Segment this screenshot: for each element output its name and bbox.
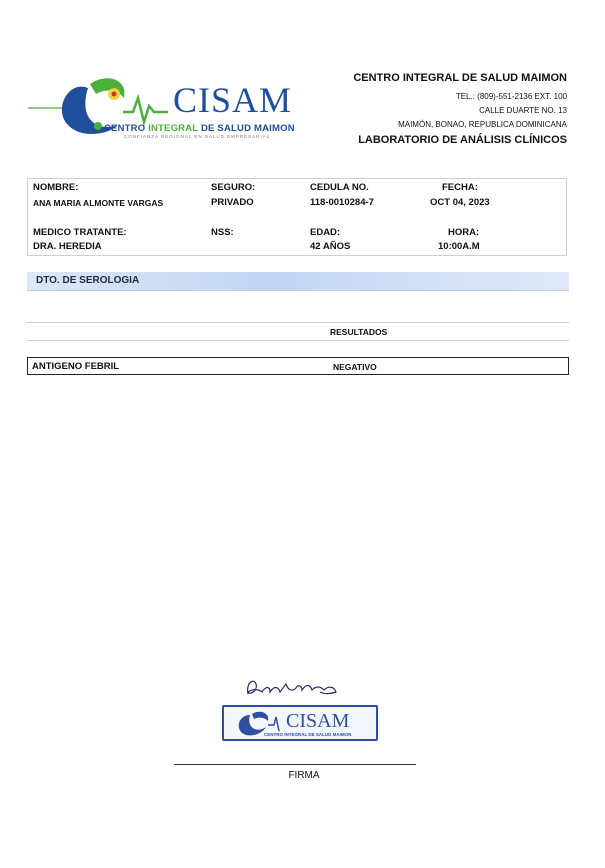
seguro-label: SEGURO:	[211, 182, 256, 193]
stamp-subtitle: CENTRO INTEGRAL DE SALUD MAIMON	[264, 732, 352, 737]
center-name: CENTRO INTEGRAL DE SALUD MAIMON	[353, 72, 567, 84]
logo-subtitle: CENTRO INTEGRAL DE SALUD MAIMON	[104, 123, 295, 134]
cisam-logo	[28, 70, 303, 150]
edad-label: EDAD:	[310, 227, 341, 238]
cedula-label: CEDULA NO.	[310, 182, 369, 193]
cisam-stamp	[222, 705, 378, 741]
patient-info-box	[27, 178, 567, 256]
center-location: MAIMÓN, BONAO, REPUBLICA DOMINICANA	[398, 120, 567, 129]
cedula-value: 118-0010284-7	[310, 197, 374, 208]
edad-value: 42 AÑOS	[310, 241, 351, 252]
fecha-label: FECHA:	[442, 182, 478, 193]
medico-value: DRA. HEREDIA	[33, 241, 102, 252]
center-phone: TEL.: (809)-551-2136 EXT. 100	[455, 92, 567, 101]
handwritten-signature	[240, 672, 350, 702]
firma-label: FIRMA	[288, 770, 320, 781]
table-row	[27, 357, 569, 375]
logo-tagline: CONFIANZA REGIONAL EN SALUD EMPRESARIAL	[124, 134, 271, 139]
test-name: ANTIGENO FEBRIL	[32, 361, 120, 372]
center-address: CALLE DUARTE NO. 13	[479, 106, 567, 115]
nombre-value: ANA MARIA ALMONTE VARGAS	[33, 198, 164, 208]
test-result: NEGATIVO	[333, 362, 377, 372]
lab-title: LABORATORIO DE ANÁLISIS CLÍNICOS	[358, 134, 567, 146]
hora-label: HORA:	[448, 227, 480, 238]
section-title: DTO. DE SEROLOGIA	[36, 275, 140, 286]
nss-label: NSS:	[211, 227, 234, 238]
hora-value: 10:00A.M	[438, 241, 480, 252]
nombre-label: NOMBRE:	[33, 182, 79, 193]
divider	[27, 340, 569, 341]
logo-brand: CISAM	[173, 80, 293, 120]
stamp-brand: CISAM	[286, 710, 350, 732]
results-header: RESULTADOS	[330, 327, 388, 337]
section-header	[27, 272, 569, 291]
signature-line	[174, 764, 416, 765]
divider	[27, 322, 569, 323]
seguro-value: PRIVADO	[211, 197, 254, 208]
fecha-value: OCT 04, 2023	[430, 197, 490, 208]
medico-label: MEDICO TRATANTE:	[33, 227, 127, 238]
